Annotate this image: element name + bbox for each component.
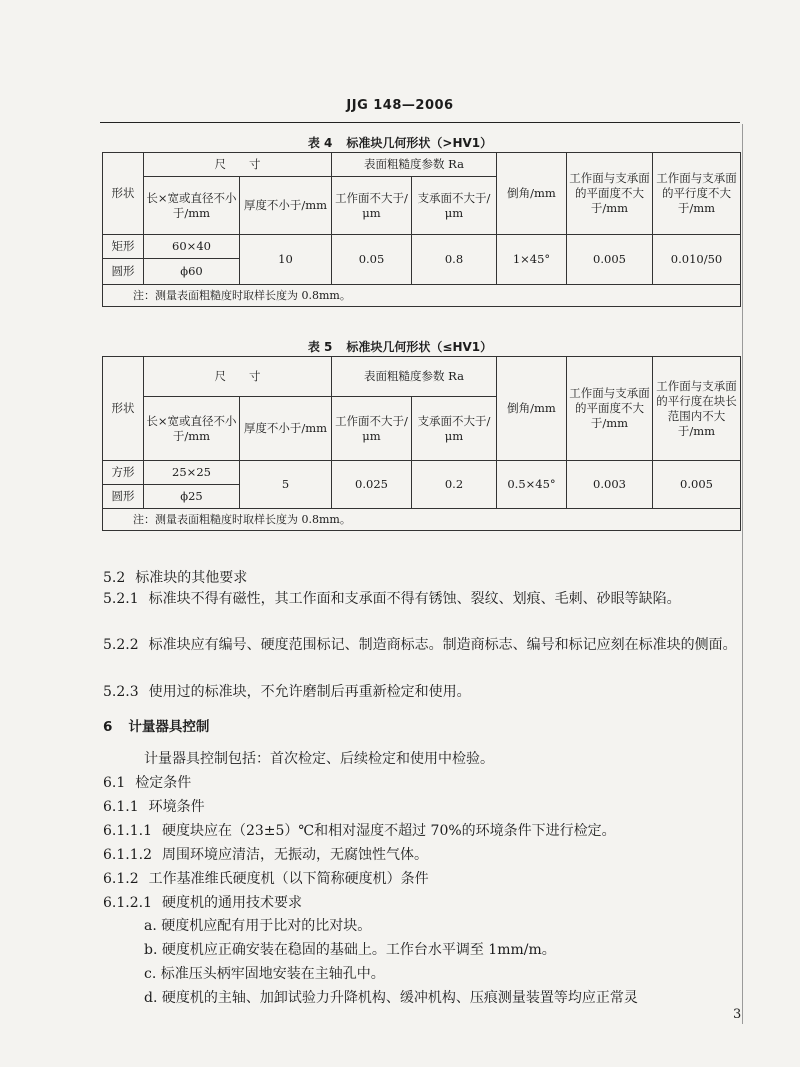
table4-header-chamfer: 倒角/mm bbox=[497, 153, 567, 235]
table4-dimension-cell: 60×40 bbox=[144, 235, 240, 259]
table5-note: 注：测量表面粗糙度时取样长度为 0.8mm。 bbox=[103, 509, 741, 531]
table5-header-thickness: 厚度不小于/mm bbox=[240, 397, 332, 461]
section-5-2 bbox=[103, 567, 247, 587]
table5-header-shape: 形状 bbox=[103, 357, 144, 461]
list-item-b: b. 硬度机应正确安装在稳固的基础上。工作台水平调至 1mm/m。 bbox=[144, 942, 556, 958]
table5-dimension-cell: ϕ25 bbox=[144, 485, 240, 509]
paragraph-text: 标准块不得有磁性，其工作面和支承面不得有锈蚀、裂纹、划痕、毛刺、砂眼等缺陷。 bbox=[148, 591, 681, 607]
paragraph-text: 使用过的标准块，不允许磨制后再重新检定和使用。 bbox=[148, 684, 471, 700]
table4-number: 表 4 bbox=[307, 136, 333, 150]
table4-chamfer-cell: 1×45° bbox=[497, 235, 567, 285]
section-6-intro: 计量器具控制包括：首次检定、后续检定和使用中检验。 bbox=[144, 751, 494, 767]
table4-header-work-face: 工作面不大于/μm bbox=[332, 177, 412, 235]
table5-header-support-face: 支承面不大于/μm bbox=[412, 397, 497, 461]
table5-header-flatness: 工作面与支承面的平面度不大于/mm bbox=[567, 357, 653, 461]
table5-header-dimension: 长×宽或直径不小于/mm bbox=[144, 397, 240, 461]
table5-support-roughness-cell: 0.2 bbox=[412, 461, 497, 509]
table5-parallelism-cell: 0.005 bbox=[653, 461, 741, 509]
table4-dimension-cell: ϕ60 bbox=[144, 259, 240, 285]
paragraph-text: 硬度块应在（23±5）℃和相对湿度不超过 70%的环境条件下进行检定。 bbox=[161, 823, 616, 839]
section-number: 5.2.1 bbox=[103, 591, 139, 607]
section-number: 6.1 bbox=[103, 775, 126, 791]
table4-shape-cell: 圆形 bbox=[103, 259, 144, 285]
table4 bbox=[102, 152, 741, 307]
section-title: 工作基准维氏硬度机（以下简称硬度机）条件 bbox=[148, 871, 429, 887]
section-6-1-1 bbox=[103, 796, 205, 816]
table4-note: 注：测量表面粗糙度时取样长度为 0.8mm。 bbox=[103, 285, 741, 307]
section-number: 5.2.2 bbox=[103, 637, 139, 653]
table5 bbox=[102, 356, 741, 531]
table4-work-roughness-cell: 0.05 bbox=[332, 235, 412, 285]
section-title: 计量器具控制 bbox=[128, 719, 210, 735]
table4-support-roughness-cell: 0.8 bbox=[412, 235, 497, 285]
section-number: 6.1.2 bbox=[103, 871, 139, 887]
list-item-a: a. 硬度机应配有用于比对的比对块。 bbox=[144, 918, 372, 934]
table5-shape-cell: 方形 bbox=[103, 461, 144, 485]
table4-header-support-face: 支承面不大于/μm bbox=[412, 177, 497, 235]
section-number: 6 bbox=[103, 719, 113, 735]
table5-header-work-face: 工作面不大于/μm bbox=[332, 397, 412, 461]
table5-flatness-cell: 0.003 bbox=[567, 461, 653, 509]
table4-thickness-cell: 10 bbox=[240, 235, 332, 285]
page-number: 3 bbox=[733, 1007, 742, 1022]
table4-header-thickness: 厚度不小于/mm bbox=[240, 177, 332, 235]
table5-header-size: 尺 寸 bbox=[144, 357, 332, 397]
table4-header-roughness: 表面粗糙度参数 Ra bbox=[332, 153, 497, 177]
table4-title: 标准块几何形状（>HV1） bbox=[346, 136, 493, 150]
section-number: 5.2.3 bbox=[103, 684, 139, 700]
paragraph-text: 标准块应有编号、硬度范围标记、制造商标志。制造商标志、编号和标记应刻在标准块的侧面。 bbox=[148, 637, 737, 653]
table4-header-flatness: 工作面与支承面的平面度不大于/mm bbox=[567, 153, 653, 235]
table5-dimension-cell: 25×25 bbox=[144, 461, 240, 485]
section-5-2-1 bbox=[103, 590, 743, 609]
section-title: 标准块的其他要求 bbox=[135, 570, 248, 586]
table4-header-dimension: 长×宽或直径不小于/mm bbox=[144, 177, 240, 235]
standard-code: JJG 148—2006 bbox=[346, 98, 454, 113]
section-number: 5.2 bbox=[103, 570, 126, 586]
table4-parallelism-cell: 0.010/50 bbox=[653, 235, 741, 285]
table4-header-size: 尺 寸 bbox=[144, 153, 332, 177]
section-5-2-2 bbox=[103, 636, 743, 655]
section-number: 6.1.1.2 bbox=[103, 847, 152, 863]
table4-caption bbox=[0, 134, 800, 151]
section-number: 6.1.1.1 bbox=[103, 823, 152, 839]
table4-flatness-cell: 0.005 bbox=[567, 235, 653, 285]
section-title: 硬度机的通用技术要求 bbox=[161, 895, 302, 911]
section-6-heading bbox=[103, 715, 209, 735]
section-number: 6.1.1 bbox=[103, 799, 139, 815]
section-title: 检定条件 bbox=[135, 775, 192, 791]
section-5-2-3 bbox=[103, 681, 471, 701]
list-item-c: c. 标准压头柄牢固地安装在主轴孔中。 bbox=[144, 966, 385, 982]
table5-chamfer-cell: 0.5×45° bbox=[497, 461, 567, 509]
table5-work-roughness-cell: 0.025 bbox=[332, 461, 412, 509]
table4-header-shape: 形状 bbox=[103, 153, 144, 235]
section-6-1-1-2 bbox=[103, 844, 428, 864]
section-6-1 bbox=[103, 772, 191, 792]
table5-shape-cell: 圆形 bbox=[103, 485, 144, 509]
table5-header-roughness: 表面粗糙度参数 Ra bbox=[332, 357, 497, 397]
section-6-1-2 bbox=[103, 868, 429, 888]
section-6-1-1-1 bbox=[103, 820, 616, 840]
section-title: 环境条件 bbox=[148, 799, 205, 815]
table5-number: 表 5 bbox=[307, 340, 333, 354]
section-6-1-2-1 bbox=[103, 892, 302, 912]
table5-caption bbox=[0, 338, 800, 355]
table5-header-parallelism: 工作面与支承面的平行度在块长范围内不大于/mm bbox=[653, 357, 741, 461]
table5-thickness-cell: 5 bbox=[240, 461, 332, 509]
table4-header-parallelism: 工作面与支承面的平行度不大于/mm bbox=[653, 153, 741, 235]
header-rule bbox=[100, 122, 740, 123]
table4-shape-cell: 矩形 bbox=[103, 235, 144, 259]
table5-header-chamfer: 倒角/mm bbox=[497, 357, 567, 461]
list-item-d: d. 硬度机的主轴、加卸试验力升降机构、缓冲机构、压痕测量装置等均应正常灵 bbox=[144, 990, 638, 1006]
page-edge-line bbox=[742, 124, 743, 1024]
paragraph-text: 周围环境应清洁，无振动，无腐蚀性气体。 bbox=[161, 847, 428, 863]
table5-title: 标准块几何形状（≤HV1） bbox=[346, 340, 493, 354]
section-number: 6.1.2.1 bbox=[103, 895, 152, 911]
